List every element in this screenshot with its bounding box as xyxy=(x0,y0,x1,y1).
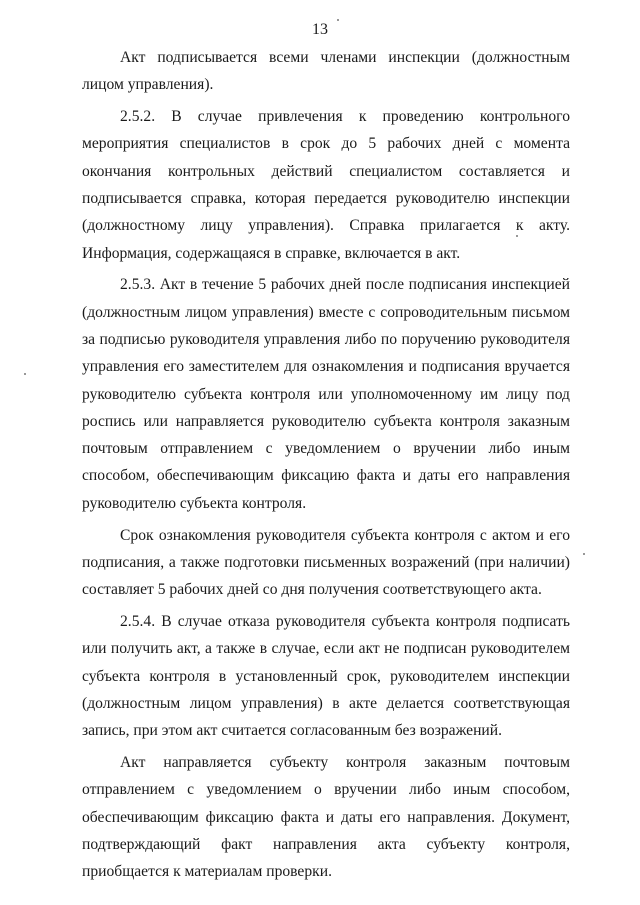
scan-speck xyxy=(516,235,518,237)
scan-speck xyxy=(24,373,26,375)
paragraph-2-5-4: 2.5.4. В случае отказа руководителя субъекта контроля подписать или получить акт, а также в случае, если акт не подписан руководителем субъекта контроля в установленный срок, руководителем инспекции (должностным лицом управления) в акте делается соответствующая запись, при этом акт считается согласованным без возражений. xyxy=(82,612,570,740)
page-number: 13 xyxy=(312,21,328,38)
paragraph-2-5-2: 2.5.2. В случае привлечения к проведению контрольного мероприятия специалистов в срок до 5 рабочих дней с момента окончания контрольных действий специалистом составляется и подписывается справка, которая передается руководителю инспекции (должностному лицу управления). Справка прилагается к акту. Информация, содержащаяся в справке, включается в акт. xyxy=(82,108,570,262)
scan-speck xyxy=(337,19,339,21)
paragraph-2-5-3: 2.5.3. Акт в течение 5 рабочих дней после подписания инспекцией (должностным лицом управления) вместе с сопроводительным письмом за подписью руководителя управления либо по поручению руководителя управления его заместителем для ознакомления и подписания вручается руководителю субъекта контроля или уполномоченному им лицу под роспись или направляется руководителю субъекта контроля заказным почтовым отправлением с уведомлением о вручении либо иным способом, обеспечивающим фиксацию факта и даты его направления руководителю субъекта контроля. xyxy=(82,276,570,512)
scan-speck xyxy=(583,553,585,555)
paragraph-review-period: Срок ознакомления руководителя субъекта контроля с актом и его подписания, а также подготовки письменных возражений (при наличии) составляет 5 рабочих дней со дня получения соответствующего акта. xyxy=(82,526,570,599)
paragraph-act-signing: Акт подписывается всеми членами инспекции (должностным лицом управления). xyxy=(82,49,570,94)
document-body xyxy=(82,44,570,885)
paragraph-act-sending: Акт направляется субъекту контроля заказным почтовым отправлением с уведомлением о вручении либо иным способом, обеспечивающим фиксацию факта и даты его направления. Документ, подтверждающий факт направления акта субъекту контроля, приобщается к материалам проверки. xyxy=(82,753,570,881)
